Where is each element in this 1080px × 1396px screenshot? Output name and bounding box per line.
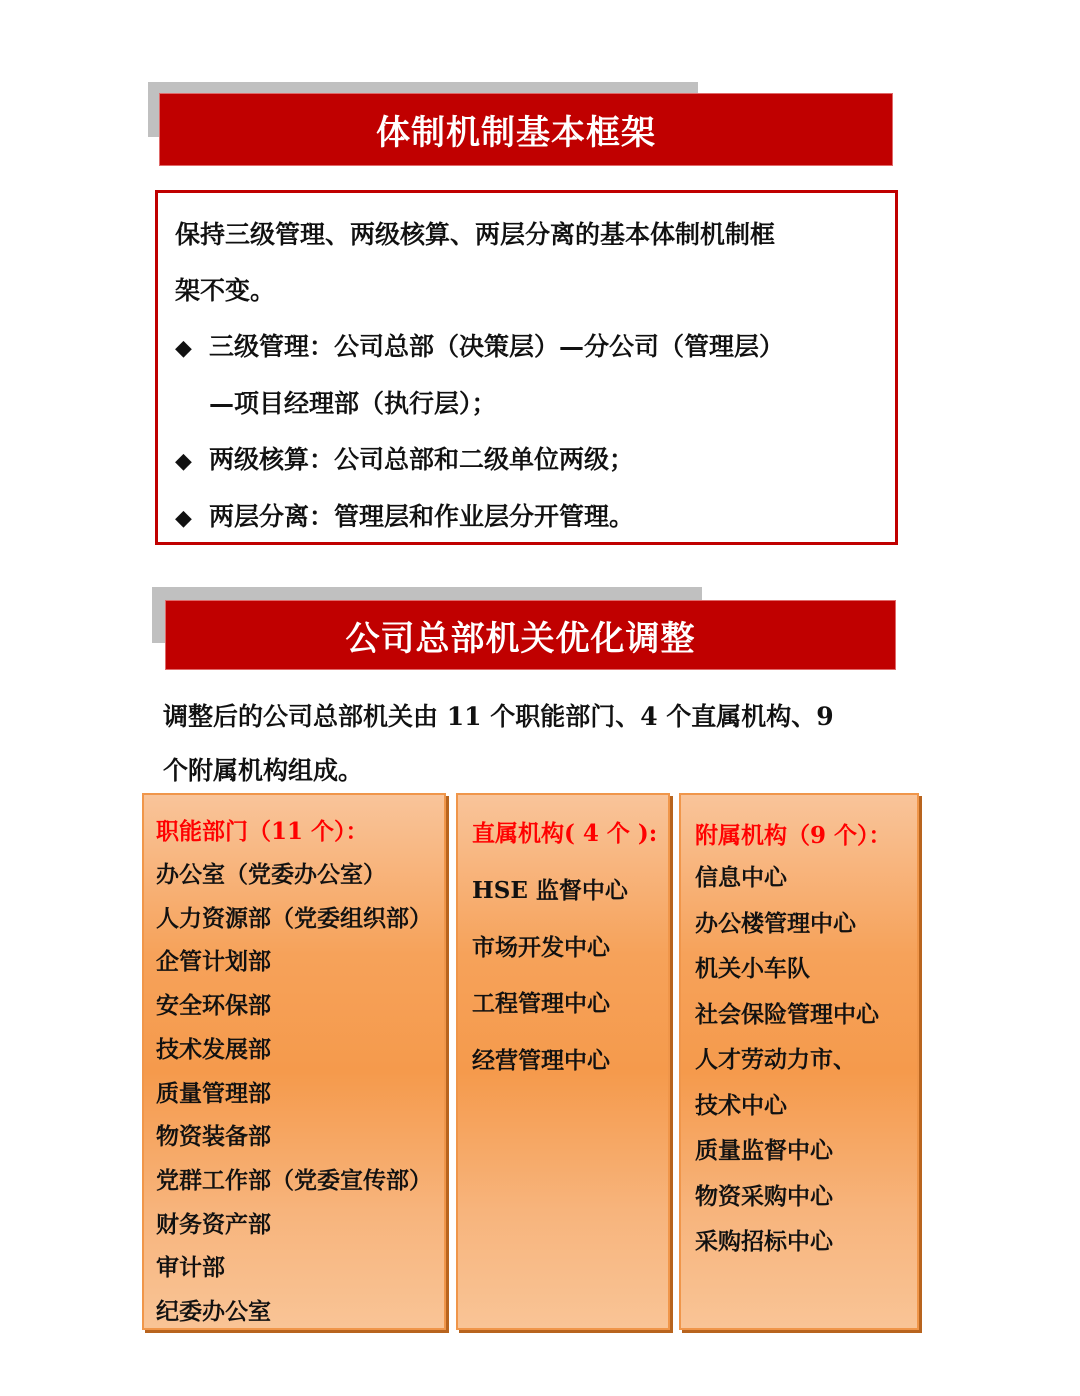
functional-departments-list	[156, 853, 432, 1334]
list-item: 办公楼管理中心	[695, 909, 856, 937]
list-item: 企管计划部	[156, 948, 271, 976]
section1-title: 体制机制基本框架	[376, 113, 656, 153]
diamond-bullet-icon: ◆	[175, 335, 192, 361]
bullet-text: 两层分离：管理层和作业层分开管理。	[209, 502, 635, 531]
list-item: HSE 监督中心	[472, 877, 628, 904]
list-item: 物资装备部	[156, 1123, 271, 1151]
diamond-bullet-icon: ◆	[175, 448, 192, 474]
framework-text	[175, 207, 885, 546]
functional-departments-title: 职能部门（11 个）：	[156, 818, 369, 845]
framework-paragraph-line1: 保持三级管理、两级核算、两层分离的基本体制机制框	[175, 220, 776, 249]
direct-institutions-list	[472, 863, 628, 1089]
list-item: 党群工作部（党委宣传部）	[156, 1166, 432, 1194]
section2-intro	[163, 690, 933, 798]
list-item: 技术中心	[695, 1091, 787, 1119]
section2-title: 公司总部机关优化调整	[345, 618, 696, 659]
list-item: 机关小车队	[695, 955, 810, 982]
list-item: 社会保险管理中心	[695, 1000, 879, 1028]
list-item: 人才劳动力市、	[695, 1046, 856, 1073]
diamond-bullet-icon: ◆	[175, 505, 192, 531]
list-item: 信息中心	[695, 864, 787, 891]
functional-departments-box	[142, 793, 446, 1330]
list-item: 市场开发中心	[472, 933, 610, 961]
list-item: 工程管理中心	[472, 990, 610, 1018]
intro-line1: 调整后的公司总部机关由 11 个职能部门、4 个直属机构、9	[163, 702, 834, 731]
list-item: 人力资源部（党委组织部）	[156, 904, 432, 932]
list-item: 质量管理部	[156, 1079, 271, 1107]
bullet-item	[175, 432, 885, 489]
bullet-text: 三级管理：公司总部（决策层）—分公司（管理层）	[209, 332, 785, 361]
bullet-item	[175, 319, 885, 376]
list-item: 办公室（党委办公室）	[156, 861, 386, 888]
list-item: 安全环保部	[156, 992, 271, 1020]
section2-banner	[165, 600, 896, 670]
list-item: 审计部	[156, 1254, 225, 1282]
auxiliary-institutions-title: 附属机构（9 个）：	[695, 822, 892, 849]
list-item: 纪委办公室	[156, 1298, 271, 1326]
bullet-item	[175, 489, 885, 546]
list-item: 技术发展部	[156, 1035, 271, 1063]
intro-line2: 个附属机构组成。	[163, 756, 364, 785]
direct-institutions-box	[456, 793, 670, 1330]
bullet-item-continuation: —项目经理部（执行层）；	[209, 389, 497, 418]
list-item: 质量监督中心	[695, 1137, 833, 1164]
framework-box	[155, 190, 898, 545]
bullet-text: 两级核算：公司总部和二级单位两级；	[209, 445, 635, 474]
list-item: 经营管理中心	[472, 1046, 610, 1074]
list-item: 财务资产部	[156, 1210, 271, 1238]
auxiliary-institutions-list	[695, 855, 879, 1265]
section1-banner	[159, 93, 893, 166]
list-item: 采购招标中心	[695, 1228, 833, 1255]
framework-paragraph-line2: 架不变。	[175, 276, 276, 305]
direct-institutions-title: 直属机构( 4 个 ):	[472, 820, 658, 847]
auxiliary-institutions-box	[679, 793, 919, 1330]
list-item: 物资采购中心	[695, 1182, 833, 1210]
